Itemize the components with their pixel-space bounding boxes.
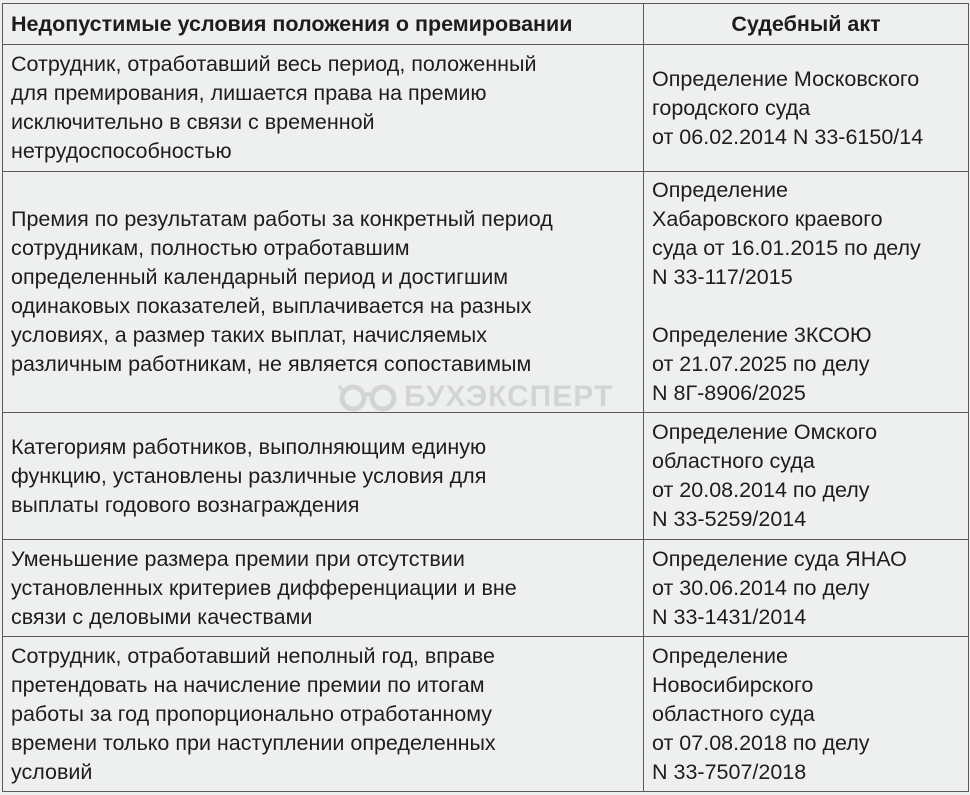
condition-cell [3,637,644,792]
table-row [3,45,969,172]
condition-cell [3,413,644,540]
condition-line: условиях, а размер таких выплат, начисляемых [11,323,488,347]
court-act-line: Определение [652,643,788,668]
court-act-line: суда от 16.01.2015 по делу [652,236,921,260]
court-act-line: от 07.08.2018 по делу [652,730,870,755]
court-act-line: N 33-7507/2018 [652,759,807,784]
court-act-line: N 33-5259/2014 [652,507,807,531]
condition-line: Категориям работников, выполняющим единую [11,434,487,459]
condition-line: различным работникам, не является сопоставимым [11,352,532,376]
court-act-line: Новосибирского [652,672,814,697]
table-row [3,637,969,792]
court-act-cell [644,45,969,172]
court-act-cell [644,540,969,637]
condition-line: выплаты годового вознаграждения [11,492,360,517]
condition-line: Уменьшение размера премии при отсутствии [11,546,465,571]
condition-line: одинаковых показателей, выплачивается на разных [11,294,532,318]
condition-line: функцию, установлены различные условия для [11,463,487,488]
condition-cell [3,45,644,172]
court-act-line: от 06.02.2014 N 33-6150/14 [652,124,924,149]
court-act-line: Определение Омского [652,420,878,444]
condition-line: определенный календарный период и достигшим [11,265,509,289]
court-act-cell [644,172,969,413]
court-act-line: городского суда [652,95,811,120]
bonus-conditions-table [2,3,969,792]
condition-line: исключительно в связи с временной [11,110,375,134]
court-act-cell [644,637,969,792]
court-act-line: областного суда [652,449,815,473]
condition-line: работы за год пропорционально отработанному [11,701,493,726]
line-gap [652,292,964,321]
condition-line: условий [11,759,93,784]
court-act-line: от 21.07.2025 по делу [652,352,870,376]
condition-line: установленных критериев дифференциации и вне [11,575,517,600]
condition-line: сотрудникам, полностью отработавшим [11,236,410,260]
court-act-line: областного суда [652,701,815,726]
table-row [3,540,969,637]
court-act-line: N 8Г-8906/2025 [652,381,806,405]
condition-line: времени только при наступлении определенных [11,730,496,755]
court-act-cell [644,413,969,540]
table-row [3,172,969,413]
header-conditions: Недопустимые условия положения о премировании [3,4,644,45]
court-act-line: N 33-117/2015 [652,265,793,289]
court-act-line: Хабаровского краевого [652,207,883,231]
condition-cell [3,540,644,637]
court-act-line: Определение суда ЯНАО [652,546,907,571]
table-row [3,413,969,540]
court-act-line: от 30.06.2014 по делу [652,575,870,600]
court-act-line: от 20.08.2014 по делу [652,478,870,502]
condition-line: для премирования, лишается права на премию [11,81,487,105]
condition-line: Сотрудник, отработавший весь период, положенный [11,52,537,76]
header-court-act: Судебный акт [644,4,969,45]
condition-cell [3,172,644,413]
court-act-line: N 33-1431/2014 [652,604,807,629]
condition-line: Премия по результатам работы за конкретный период [11,207,553,231]
court-act-line: Определение [652,178,788,202]
condition-line: претендовать на начисление премии по итогам [11,672,485,697]
court-act-line: Определение 3КСОЮ [652,323,872,347]
watermark-text: БУХЭКСПЕРТ [404,380,614,413]
court-act-line: Определение Московского [652,66,920,91]
table-header-row [3,4,969,45]
condition-line: связи с деловыми качествами [11,604,313,629]
condition-line: нетрудоспособностью [11,139,232,163]
condition-line: Сотрудник, отработавший неполный год, вправе [11,643,495,668]
